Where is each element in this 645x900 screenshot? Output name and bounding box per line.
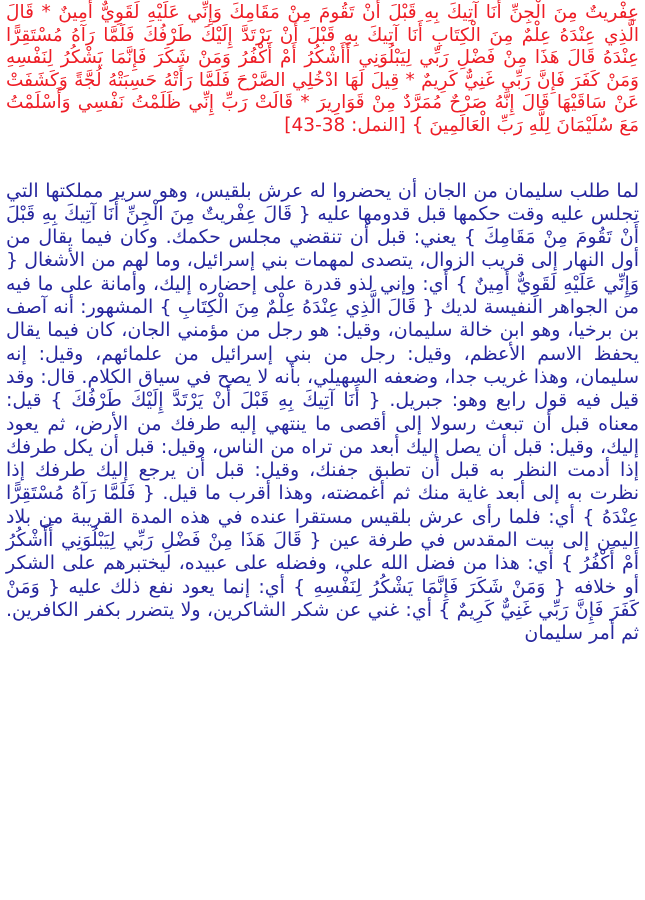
tafsir-paragraph: لما طلب سليمان من الجان أن يحضروا له عرش بلقيس، وهو سرير مملكتها التي تجلس عليه وقت حكمها قبل قدومها عليه { قَالَ عِفْريتٌ مِنَ الْجِنِّ أَنَا آتِيكَ بِهِ قَبْلَ أَنْ تَقُومَ مِنْ مَقَامِكَ } يعني: قبل أن تنقضي مجلس حكمك. وكان فيما يقال من أول النهار إلى قريب الزوال، يتصدى لمهمات بني إسرائيل، وما لهم من الأشغال { وَإِنِّي عَلَيْهِ لَقَوِيٌّ أَمِينٌ } أي: وإني لذو قدرة على إحضاره إليك، وأمانة على ما فيه من الجواهر النفيسة لديك { قَالَ الَّذِي عِنْدَهُ عِلْمٌ مِنَ الْكِتَابِ } المشهور: أنه آصف بن برخيا، وهو ابن خالة سليمان، وقيل: هو رجل من مؤمني الجان، كان فيما يقال يحفظ الاسم الأعظم، وقيل: رجل من بني إسرائيل من علمائهم، وقيل: إنه سليمان، وهذا غريب جدا، وضعفه السهيلي، بأنه لا يصح في سياق الكلام. قال: وقد قيل فيه قول رابع وهو: جبريل. { أَنَا آتِيكَ بِهِ قَبْلَ أَنْ يَرْتَدَّ إِلَيْكَ طَرْفُكَ } قيل: معناه قبل أن تبعث رسولا إلى أقصى ما ينتهي إليه طرفك من الأرض، ثم يعود إليك، وقيل: قبل أن يصل إليك أبعد من تراه من الناس، وقيل: قبل أن يكل طرفك إذا أدمت النظر به قبل أن تطبق جفنك، وقيل: قبل أن يرجع إليك طرفك إذا نظرت به إلى أبعد غاية منك ثم أغمضته، وهذا أقرب ما قيل. { فَلَمَّا رَآهُ مُسْتَقِرًّا عِنْدَهُ } أي: فلما رأى عرش بلقيس مستقرا عنده في هذه المدة القريبة من بلاد اليمن إلى بيت المقدس في طرفة عين { قَالَ هَذَا مِنْ فَضْلِ رَبِّي لِيَبْلُوَنِي أَأَشْكُرُ أَمْ أَكْفُرُ } أي: هذا من فضل الله علي، وفضله على عبيده، ليختبرهم على الشكر أو خلافه { وَمَنْ شَكَرَ فَإِنَّمَا يَشْكُرُ لِنَفْسِهِ } أي: إنما يعود نفع ذلك عليه { وَمَنْ كَفَرَ فَإِنَّ رَبِّي غَنِيٌّ كَرِيمٌ } أي: غني عن شكر الشاكرين، ولا يتضرر بكفر الكافرين. ثم أمر سليمان (6, 179, 639, 645)
section-gap (6, 138, 639, 180)
quran-verse-block: عِفْريتٌ مِنَ الْجِنِّ أَنَا آتِيكَ بِهِ قَبْلَ أَنْ تَقُومَ مِنْ مَقَامِكَ وَإِنِّي عَلَيْهِ لَقَوِيٌّ أَمِينٌ * قَالَ الَّذِي عِنْدَهُ عِلْمٌ مِنَ الْكِتَابِ أَنَا آتِيكَ بِهِ قَبْلَ أَنْ يَرْتَدَّ إِلَيْكَ طَرْفُكَ فَلَمَّا رَآهُ مُسْتَقِرًّا عِنْدَهُ قَالَ هَذَا مِنْ فَضْلِ رَبِّي لِيَبْلُوَنِي أَأَشْكُرُ أَمْ أَكْفُرُ وَمَنْ شَكَرَ فَإِنَّمَا يَشْكُرُ لِنَفْسِهِ وَمَنْ كَفَرَ فَإِنَّ رَبِّي غَنِيٌّ كَرِيمٌ * قِيلَ لَهَا ادْخُلِي الصَّرْحَ فَلَمَّا رَأَتْهُ حَسِبَتْهُ لُجَّةً وَكَشَفَتْ عَنْ سَاقَيْهَا قَالَ إِنَّهُ صَرْحٌ مُمَرَّدٌ مِنْ قَوَارِيرَ * قَالَتْ رَبِّ إِنِّي ظَلَمْتُ نَفْسِي وَأَسْلَمْتُ مَعَ سُلَيْمَانَ لِلَّهِ رَبِّ الْعَالَمِينَ } [النمل: 38-43] (6, 2, 639, 136)
